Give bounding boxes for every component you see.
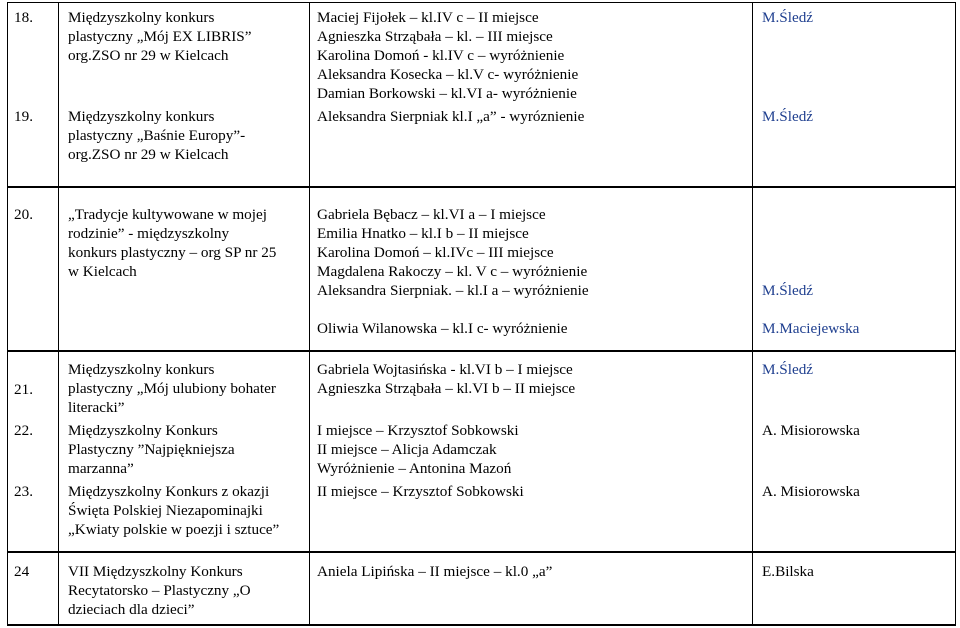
title-line: literacki” (68, 399, 125, 416)
winner-line: Emilia Hnatko – kl.I b – II miejsce (317, 225, 529, 242)
winner-line: Agnieszka Strząbała – kl. – III miejsce (317, 28, 553, 45)
title-line: Plastyczny ”Najpiękniejsza (68, 441, 235, 458)
row-18-number: 18. (14, 9, 33, 26)
row-23-title (68, 482, 279, 539)
title-line: Międzyszkolny konkurs (68, 108, 215, 125)
row-20-title (68, 205, 276, 281)
col-divider-title (309, 2, 310, 626)
col-divider-winners (752, 2, 753, 626)
winner-line: Damian Borkowski – kl.VI a- wyróżnienie (317, 85, 577, 102)
winner-line: Magdalena Rakoczy – kl. V c – wyróżnienie (317, 263, 588, 280)
title-line: plastyczny „Mój ulubiony bohater (68, 380, 276, 397)
row-20-winners (317, 205, 589, 300)
row-21-winners (317, 360, 575, 398)
row-21-title (68, 360, 276, 417)
table-border-top (7, 2, 956, 3)
winner-line: Aleksandra Kosecka – kl.V c- wyróżnienie (317, 66, 579, 83)
row-22-title (68, 421, 235, 478)
title-line: plastyczny „Mój EX LIBRIS” (68, 28, 252, 45)
title-line: dzieciach dla dzieci” (68, 601, 195, 618)
row-21-number: 21. (14, 381, 33, 398)
row-19-title (68, 107, 245, 164)
col-divider-right (955, 2, 956, 626)
row-22-teacher: A. Misiorowska (762, 422, 860, 439)
title-line: org.ZSO nr 29 w Kielcach (68, 47, 229, 64)
title-line: Recytatorsko – Plastyczny „O (68, 582, 251, 599)
row-23-teacher: A. Misiorowska (762, 483, 860, 500)
row-23-number: 23. (14, 483, 33, 500)
winner-line: Wyróżnienie – Antonina Mazoń (317, 460, 512, 477)
row-divider-21 (7, 350, 956, 352)
title-line: marzanna” (68, 460, 134, 477)
row-19-teacher: M.Śledź (762, 108, 814, 125)
title-line: Międzyszkolny konkurs (68, 361, 215, 378)
row-20-number: 20. (14, 206, 33, 223)
col-divider-left (7, 2, 8, 626)
row-18-title (68, 8, 251, 65)
row-23-winners: II miejsce – Krzysztof Sobkowski (317, 483, 524, 500)
winner-line: Agnieszka Strząbała – kl.VI b – II miejsce (317, 380, 576, 397)
winner-line: I miejsce – Krzysztof Sobkowski (317, 422, 519, 439)
row-22-winners (317, 421, 519, 478)
winner-line: Gabriela Wojtasińska - kl.VI b – I miejsce (317, 361, 573, 378)
winner-line: Maciej Fijołek – kl.IV c – II miejsce (317, 9, 539, 26)
title-line: „Tradycje kultywowane w mojej (68, 206, 267, 223)
row-24-winners: Aniela Lipińska – II miejsce – kl.0 „a” (317, 563, 553, 580)
row-24-teacher: E.Bilska (762, 563, 814, 580)
title-line: rodzinie” - międzyszkolny (68, 225, 230, 242)
winner-line: Karolina Domoń - kl.IV c – wyróżnienie (317, 47, 565, 64)
row-21-teacher: M.Śledź (762, 361, 814, 378)
row-18-winners (317, 8, 578, 103)
winner-line: Gabriela Bębacz – kl.VI a – I miejsce (317, 206, 546, 223)
winner-line: Karolina Domoń – kl.IVc – III miejsce (317, 244, 554, 261)
title-line: Międzyszkolny Konkurs z okazji (68, 483, 270, 500)
title-line: Święta Polskiej Niezapominajki (68, 502, 263, 519)
row-24-title (68, 562, 251, 619)
row-19-winners: Aleksandra Sierpniak kl.I „a” - wyróznienie (317, 108, 585, 125)
row-18-teacher: M.Śledź (762, 9, 814, 26)
table-border-bottom (7, 624, 956, 626)
row-20-extra-winner: Oliwia Wilanowska – kl.I c- wyróżnienie (317, 320, 568, 337)
title-line: w Kielcach (68, 263, 137, 280)
row-divider-20 (7, 186, 956, 188)
winner-line: II miejsce – Alicja Adamczak (317, 441, 497, 458)
title-line: org.ZSO nr 29 w Kielcach (68, 146, 229, 163)
row-20-teacher-1: M.Śledź (762, 282, 814, 299)
title-line: VII Międzyszkolny Konkurs (68, 563, 243, 580)
row-24-number: 24 (14, 563, 30, 580)
winner-line: Aleksandra Sierpniak. – kl.I a – wyróżnienie (317, 282, 589, 299)
row-19-number: 19. (14, 108, 33, 125)
title-line: konkurs plastyczny – org SP nr 25 (68, 244, 277, 261)
col-divider-num (58, 2, 59, 626)
title-line: Międzyszkolny konkurs (68, 9, 215, 26)
title-line: plastyczny „Baśnie Europy”- (68, 127, 246, 144)
title-line: „Kwiaty polskie w poezji i sztuce” (68, 521, 280, 538)
title-line: Międzyszkolny Konkurs (68, 422, 218, 439)
row-divider-24 (7, 551, 956, 553)
row-22-number: 22. (14, 422, 33, 439)
row-20-teacher-2: M.Maciejewska (762, 320, 860, 337)
